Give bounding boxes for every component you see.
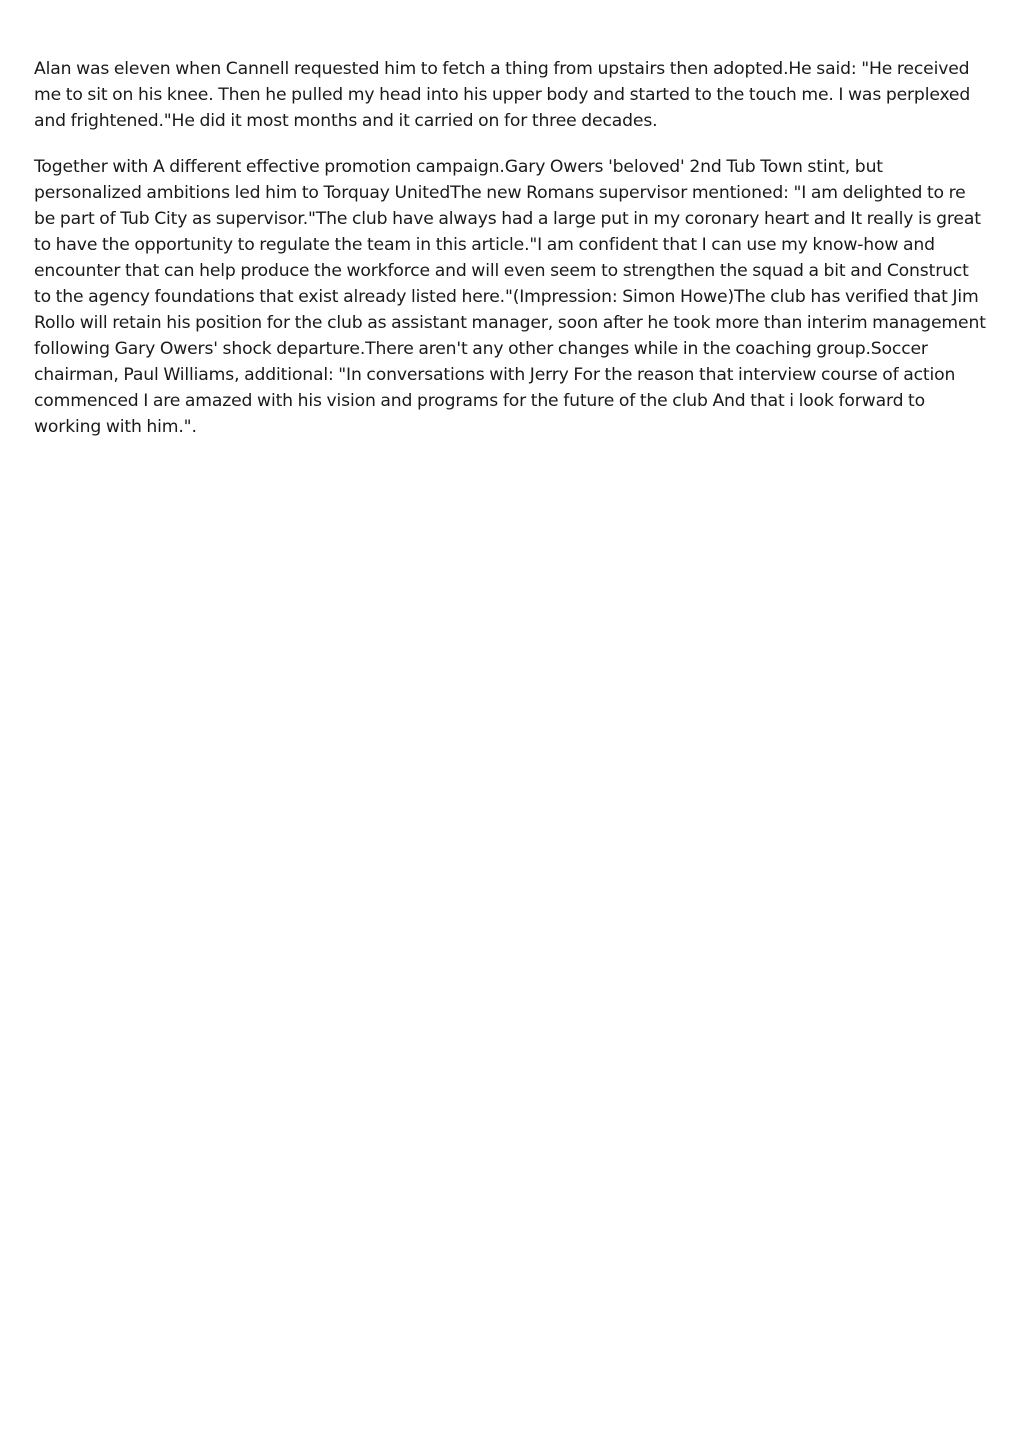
document-page	[34, 56, 989, 460]
paragraph-2: Together with A different effective promotion campaign.Gary Owers 'beloved' 2nd Tub Town stint, but personalized ambitions led him to Torquay UnitedThe new Romans supervisor mentioned: "I am delighted to re be part of Tub City as supervisor."The club have always had a large put in my coronary heart and It really is great to have the opportunity to regulate the team in this article."I am confident that I can use my know-how and encounter that can help produce the workforce and will even seem to strengthen the squad a bit and Construct to the agency foundations that exist already listed here."(Impression: Simon Howe)The club has verified that Jim Rollo will retain his position for the club as assistant manager, soon after he took more than interim management following Gary Owers' shock departure.There aren't any other changes while in the coaching group.Soccer chairman, Paul Williams, additional: "In conversations with Jerry For the reason that interview course of action commenced I are amazed with his vision and programs for the future of the club And that i look forward to working with him.".	[34, 157, 986, 437]
paragraph-1: Alan was eleven when Cannell requested him to fetch a thing from upstairs then adopted.He said: "He received me to sit on his knee. Then he pulled my head into his upper body and started to the touch me. I was perplexed and frightened."He did it most months and it carried on for three decades.	[34, 59, 971, 131]
